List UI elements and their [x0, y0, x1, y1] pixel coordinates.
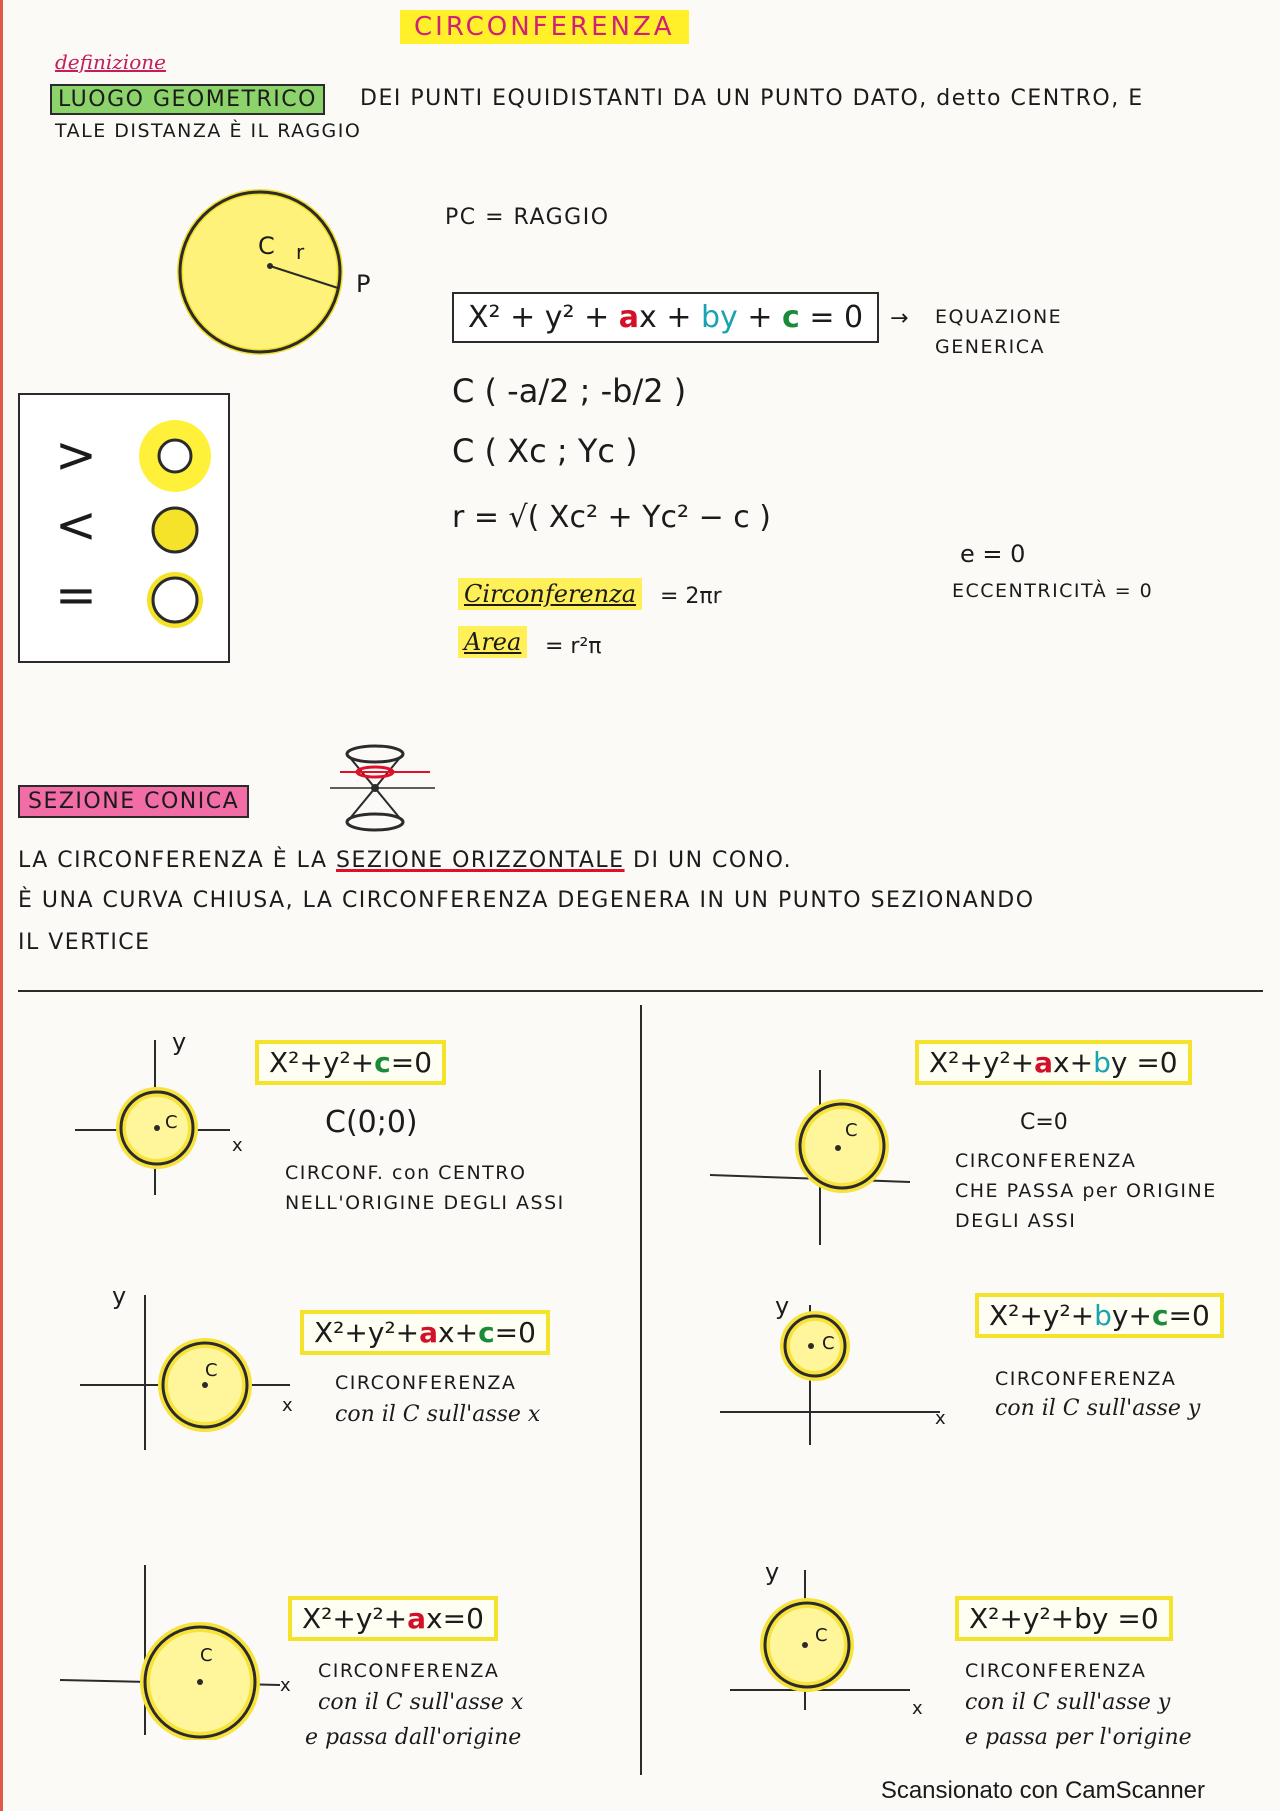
- case1-sub: C(0;0): [325, 1105, 418, 1140]
- conic-line1-highlight: SEZIONE ORIZZONTALE: [336, 848, 625, 873]
- eq-part: X²+y²+: [302, 1602, 408, 1635]
- case4-desc2: con il C sull'asse y: [995, 1396, 1201, 1421]
- less-symbol: <: [55, 496, 97, 554]
- center-formula: C ( -a/2 ; -b/2 ): [452, 372, 687, 410]
- definition-highlight: LUOGO GEOMETRICO: [50, 84, 325, 115]
- area-formula: = r²π: [545, 634, 602, 659]
- case2-sub: C=0: [1020, 1110, 1068, 1135]
- arrow-icon: →: [890, 306, 909, 331]
- eq-c: c: [374, 1046, 391, 1079]
- eq-part: x+: [438, 1316, 479, 1349]
- case5-desc3: e passa dall'origine: [305, 1725, 522, 1750]
- horizontal-divider: [18, 990, 1263, 992]
- eq-part: +: [737, 300, 783, 335]
- eq-part: y =0: [1110, 1046, 1178, 1079]
- vertical-divider: [640, 1005, 642, 1775]
- point-label: P: [356, 270, 371, 298]
- equal-symbol: =: [55, 566, 97, 624]
- conic-heading: SEZIONE CONICA: [18, 785, 249, 818]
- case1-equation: [255, 1040, 446, 1085]
- eq-b: b: [1094, 1299, 1112, 1332]
- case3-axis-x: x: [282, 1395, 293, 1416]
- case6-desc3: e passa per l'origine: [965, 1725, 1192, 1750]
- eq-c: c: [1151, 1299, 1169, 1332]
- general-equation: [452, 292, 879, 343]
- case1-center-dot: [154, 1125, 160, 1131]
- eq-a: a: [419, 1316, 439, 1349]
- case2-desc2: CHE PASSA per ORIGINE: [955, 1180, 1217, 1202]
- case3-desc1: CIRCONFERENZA: [335, 1372, 517, 1394]
- eq-part: y+: [1111, 1299, 1152, 1332]
- case5-equation: [288, 1596, 498, 1641]
- area-label: [458, 628, 527, 656]
- case4-equation: [975, 1293, 1224, 1338]
- cone-bottom-ellipse: [347, 814, 403, 830]
- case3-diagram: [75, 1285, 295, 1455]
- case3-center-label: C: [205, 1360, 218, 1381]
- eq-part: x +: [639, 300, 701, 335]
- case2-diagram: [710, 1060, 910, 1250]
- case4-axis-x: x: [935, 1408, 946, 1429]
- case3-axis-y: y: [112, 1282, 127, 1310]
- page-title: CIRCONFERENZA: [400, 10, 689, 44]
- circle-equal-glow: [150, 575, 200, 625]
- case6-axis-x: x: [912, 1698, 923, 1719]
- case5-center-label: C: [200, 1645, 213, 1666]
- conic-line1-b: DI UN CONO.: [633, 848, 793, 873]
- circle-greater-icon: [159, 440, 191, 472]
- general-equation-label-2: GENERICA: [935, 336, 1046, 358]
- cone-top-ellipse: [347, 746, 403, 762]
- pc-raggio: PC = RAGGIO: [445, 205, 610, 230]
- eq-part: X²+y²+: [314, 1316, 420, 1349]
- case1-axis-x: x: [232, 1135, 243, 1156]
- center-label: C: [258, 232, 275, 260]
- eq-part: =0: [390, 1046, 433, 1079]
- definition-text-line1: DEI PUNTI EQUIDISTANTI DA UN PUNTO DATO, detto CENTRO, E: [360, 86, 1144, 111]
- conic-line2: È UNA CURVA CHIUSA, LA CIRCONFERENZA DEGENERA IN UN PUNTO SEZIONANDO: [18, 888, 1035, 913]
- eq-part: X²+y²+: [269, 1046, 375, 1079]
- case2-center-dot: [835, 1145, 841, 1151]
- area-label-text: Area: [458, 626, 527, 658]
- case3-desc2: con il C sull'asse x: [335, 1402, 541, 1427]
- page-margin-line: [0, 0, 3, 1811]
- eq-part: X² + y² +: [468, 300, 619, 335]
- case5-desc2: con il C sull'asse x: [318, 1690, 524, 1715]
- case6-center-label: C: [815, 1625, 828, 1646]
- case4-desc1: CIRCONFERENZA: [995, 1368, 1177, 1390]
- case6-center-dot: [802, 1642, 808, 1648]
- eq-part: =0: [494, 1316, 536, 1349]
- radius-label: r: [296, 240, 305, 264]
- comparison-circles: [125, 420, 225, 640]
- case4-axis-y: y: [775, 1292, 790, 1320]
- case6-desc2: con il C sull'asse y: [965, 1690, 1171, 1715]
- eq-a: a: [1034, 1046, 1054, 1079]
- eq-part: =0: [1168, 1299, 1210, 1332]
- conic-line1: [18, 848, 792, 873]
- case4-center-label: C: [822, 1333, 835, 1354]
- case4-center-dot: [808, 1343, 814, 1349]
- eq-b: b: [1093, 1046, 1111, 1079]
- circumference-label: [458, 580, 642, 608]
- case2-desc1: CIRCONFERENZA: [955, 1150, 1137, 1172]
- eq-c: c: [782, 300, 800, 335]
- case6-equation: X²+y²+by =0: [955, 1596, 1173, 1641]
- eq-part: x=0: [426, 1602, 484, 1635]
- general-equation-label-1: EQUAZIONE: [935, 306, 1063, 328]
- case4-diagram: [715, 1300, 945, 1450]
- case5-diagram: [55, 1560, 295, 1740]
- eq-a: a: [618, 300, 640, 335]
- conic-line1-a: LA CIRCONFERENZA È LA: [18, 848, 328, 873]
- case6-desc1: CIRCONFERENZA: [965, 1660, 1147, 1682]
- eq-part: X²+y²+: [929, 1046, 1035, 1079]
- case5-center-dot: [197, 1679, 203, 1685]
- eq-a: a: [407, 1602, 427, 1635]
- case6-axis-y: y: [765, 1558, 780, 1586]
- eq-c: c: [478, 1316, 495, 1349]
- definition-heading: definizione: [55, 50, 166, 74]
- eccentricity-label: ECCENTRICITÀ = 0: [952, 580, 1154, 602]
- center-dot: [267, 263, 273, 269]
- center-coords: C ( Xc ; Yc ): [452, 432, 638, 470]
- eq-part: x+: [1053, 1046, 1094, 1079]
- circumference-label-text: Circonferenza: [458, 578, 642, 610]
- cone-icon: [330, 738, 440, 838]
- case5-axis-x: x: [280, 1675, 291, 1696]
- eccentricity-value: e = 0: [960, 540, 1026, 568]
- eq-by: by: [701, 300, 738, 335]
- case3-center-dot: [202, 1382, 208, 1388]
- case2-center-label: C: [845, 1120, 858, 1141]
- vertex-dot: [371, 784, 379, 792]
- eq-part: = 0: [799, 300, 864, 335]
- case1-desc2: NELL'ORIGINE DEGLI ASSI: [285, 1192, 565, 1214]
- case2-desc3: DEGLI ASSI: [955, 1210, 1077, 1232]
- circumference-formula: = 2πr: [660, 584, 722, 609]
- case1-desc1: CIRCONF. con CENTRO: [285, 1162, 527, 1184]
- case2-equation: [915, 1040, 1192, 1085]
- case1-center-label: C: [165, 1112, 178, 1133]
- definition-text-line2: TALE DISTANZA È IL RAGGIO: [55, 120, 362, 142]
- case3-equation: [300, 1310, 550, 1355]
- case5-desc1: CIRCONFERENZA: [318, 1660, 500, 1682]
- radius-formula: r = √( Xc² + Yc² − c ): [452, 500, 771, 535]
- scanner-watermark: Scansionato con CamScanner: [880, 1777, 1205, 1804]
- conic-line3: IL VERTICE: [18, 930, 151, 955]
- greater-symbol: >: [55, 426, 97, 484]
- case1-axis-y: y: [172, 1028, 187, 1056]
- circle-less-icon: [153, 508, 197, 552]
- eq-part: X²+y²+: [989, 1299, 1095, 1332]
